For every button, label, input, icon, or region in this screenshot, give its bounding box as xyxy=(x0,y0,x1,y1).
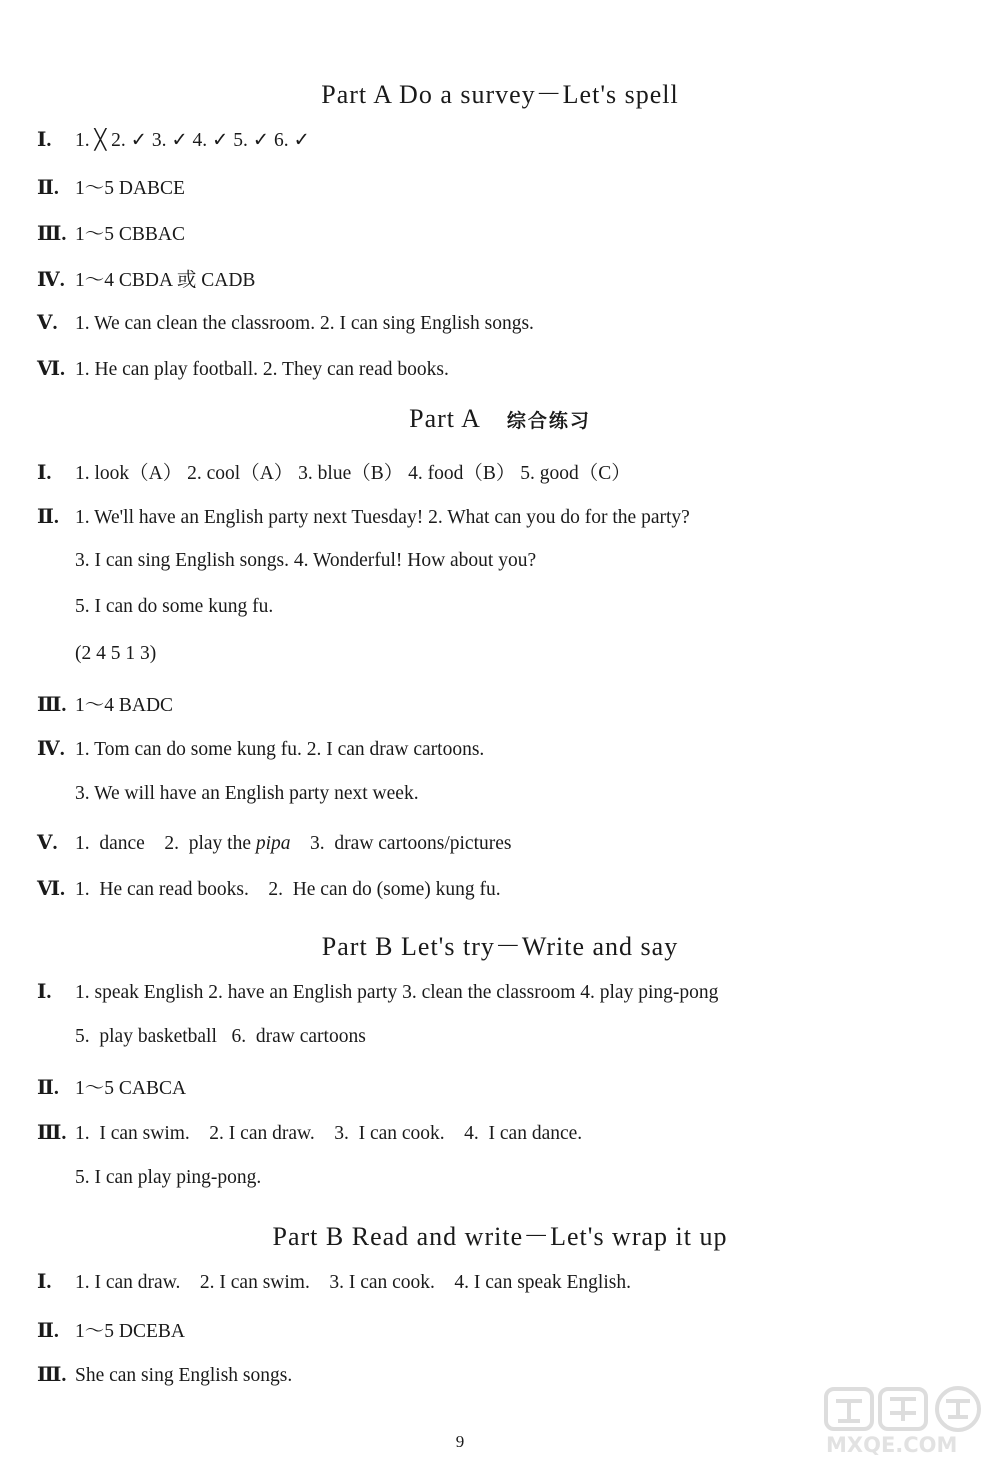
answer-text: 5. I can play ping-pong. xyxy=(75,1167,262,1188)
answer-text: 1～5 CBBAC xyxy=(75,224,185,245)
answer-text: She can sing English songs. xyxy=(75,1365,293,1386)
question-number: Ⅴ. xyxy=(37,312,58,334)
answer-text: 1. He can read books. 2. He can do (some) kung fu. xyxy=(75,879,501,900)
question-number: Ⅲ. xyxy=(37,1364,67,1386)
answer-text: (2 4 5 1 3) xyxy=(75,643,157,664)
question-number: Ⅲ. xyxy=(37,223,67,245)
question-number: Ⅱ. xyxy=(37,1077,59,1099)
answer-text: 1. ╳ 2. ✓ 3. ✓ 4. ✓ 5. ✓ 6. ✓ xyxy=(75,130,310,151)
answer-line xyxy=(37,876,501,901)
answer-text: 5. I can do some kung fu. xyxy=(75,596,274,617)
answer-line xyxy=(37,689,173,717)
answer-line xyxy=(75,643,156,665)
answer-text: 1～4 BADC xyxy=(75,695,174,716)
section-heading-cjk: 综合练习 xyxy=(506,410,591,432)
question-number: Ⅳ. xyxy=(37,269,65,291)
answer-text-before: 1. dance 2. play the xyxy=(75,833,256,854)
question-number: Ⅰ. xyxy=(37,981,52,1003)
answer-text-italic: pipa xyxy=(255,833,291,854)
answer-line xyxy=(37,218,185,246)
answer-text: 1. speak English 2. have an English party 3. clean the classroom 4. play ping-pong xyxy=(75,982,719,1003)
answer-line xyxy=(37,264,255,292)
answer-line xyxy=(37,127,310,152)
answer-text: 1. He can play football. 2. They can read books. xyxy=(75,359,449,380)
question-number: Ⅴ. xyxy=(37,832,58,854)
answer-line xyxy=(37,1269,631,1294)
answer-line xyxy=(75,596,273,618)
answer-text: 1～5 DCEBA xyxy=(75,1321,185,1342)
question-number: Ⅳ. xyxy=(37,738,65,760)
question-number: Ⅱ. xyxy=(37,1320,59,1342)
answer-text: 1～5 CABCA xyxy=(75,1078,187,1099)
answer-text: 1. I can swim. 2. I can draw. 3. I can cook. 4. I can dance. xyxy=(75,1123,583,1144)
watermark-text: MXQE.COM xyxy=(826,1433,958,1457)
question-number: Ⅰ. xyxy=(37,462,52,484)
section-heading: Part B Let's try－Write and say xyxy=(321,932,679,961)
answer-line xyxy=(37,1120,582,1145)
question-number: Ⅰ. xyxy=(37,129,52,151)
answer-line xyxy=(37,830,511,855)
answer-text: 1. look（A） 2. cool（A） 3. blue（B） 4. food（B） 5. good（C） xyxy=(75,463,631,484)
answer-line xyxy=(75,1167,261,1189)
answer-line xyxy=(75,550,536,572)
answer-line xyxy=(37,736,484,761)
question-number: Ⅵ. xyxy=(37,878,65,900)
answer-text: 1～4 CBDA 或 CADB xyxy=(75,270,256,291)
answer-text: 1. We can clean the classroom. 2. I can sing English songs. xyxy=(75,313,534,334)
answer-line xyxy=(37,979,718,1004)
watermark-emblem-icon xyxy=(818,1385,996,1435)
section-heading xyxy=(0,404,1000,434)
answer-line xyxy=(37,1072,186,1100)
question-number: Ⅰ. xyxy=(37,1271,52,1293)
answer-line xyxy=(37,356,449,381)
section-heading: Part B Read and write－Let's wrap it up xyxy=(272,1222,728,1251)
watermark-logo xyxy=(818,1385,996,1463)
answer-line xyxy=(37,457,631,485)
question-number: Ⅲ. xyxy=(37,1122,67,1144)
answer-line xyxy=(75,783,419,805)
answer-text-after: 3. draw cartoons/pictures xyxy=(290,833,512,854)
answer-text: 5. play basketball 6. draw cartoons xyxy=(75,1026,366,1047)
question-number: Ⅲ. xyxy=(37,694,67,716)
answer-text: 1. We'll have an English party next Tuesday! 2. What can you do for the party? xyxy=(75,507,690,528)
answer-line xyxy=(37,1362,292,1387)
section-heading: Part A Do a survey－Let's spell xyxy=(321,80,679,109)
answer-line xyxy=(75,1026,366,1048)
answer-text: 1～5 DABCE xyxy=(75,178,185,199)
question-number: Ⅱ. xyxy=(37,177,59,199)
question-number: Ⅱ. xyxy=(37,506,59,528)
answer-line xyxy=(37,504,690,529)
answer-text: 1. Tom can do some kung fu. 2. I can draw cartoons. xyxy=(75,739,485,760)
answer-text: 3. We will have an English party next week. xyxy=(75,783,419,804)
answer-line xyxy=(37,172,185,200)
answer-text: 1. I can draw. 2. I can swim. 3. I can cook. 4. I can speak English. xyxy=(75,1272,631,1293)
page-number: 9 xyxy=(455,1432,465,1451)
section-heading-latin: Part A xyxy=(409,404,481,433)
answer-line xyxy=(37,1315,185,1343)
answer-text: 3. I can sing English songs. 4. Wonderful! How about you? xyxy=(75,550,537,571)
question-number: Ⅵ. xyxy=(37,358,65,380)
answer-line xyxy=(37,310,534,335)
